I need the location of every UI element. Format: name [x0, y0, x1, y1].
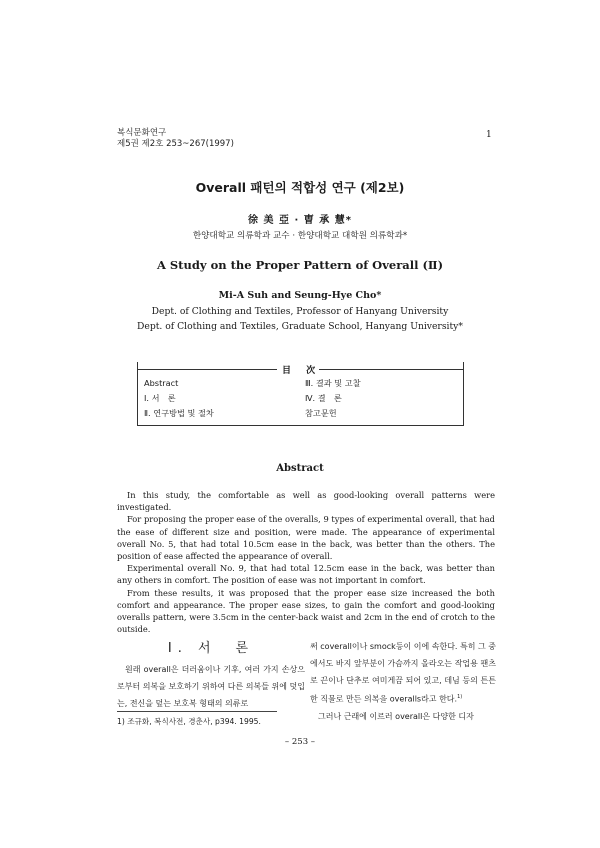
body-paragraph [310, 638, 496, 708]
authors-korean: 徐 美 亞 · 曺 承 慧* [248, 215, 352, 226]
affiliation-english-1: Dept. of Clothing and Textiles, Professor of Hanyang University [151, 306, 449, 317]
body-text: 써 coverall이나 smock등이 이에 속한다. 특히 그 중에서도 바지 앞부분이 가슴까지 올라오는 작업용 팬츠로 끈이나 단추로 여미게끔 되어 있고, 데님 등의 튼튼한 직물로 만든 의복을 overalls라고 한다. [310, 642, 497, 704]
page-number-top: 1 [486, 130, 492, 140]
abstract-paragraph: In this study, the comfortable as well as good-looking overall patterns were investigated. [117, 490, 495, 513]
page-number-bottom: – 253 – [284, 737, 316, 747]
toc-item: Ⅰ. 서 론 [144, 393, 176, 403]
abstract-body [117, 489, 495, 635]
table-of-contents [137, 362, 464, 426]
body-left-column [117, 661, 305, 712]
abstract-paragraph: Experimental overall No. 9, that had total 12.5cm ease in the back, was better than any others in comfort. The position of ease was not important in comfort. [117, 563, 495, 586]
toc-item: Ⅳ. 결 론 [305, 393, 342, 403]
footnote-reference: 1) [457, 694, 463, 700]
toc-left-column [144, 376, 214, 421]
title-english: A Study on the Proper Pattern of Overall (Ⅱ) [156, 258, 444, 272]
title-korean: Overall 패턴의 적합성 연구 (제2보) [195, 180, 405, 195]
toc-title: 目 次 [282, 366, 322, 376]
abstract-heading: Abstract [276, 463, 324, 474]
body-paragraph: 원래 overall은 더러움이나 기후, 여러 가지 손상으로부터 의복을 보호하기 위하여 다른 의복들 위에 덧입는, 전신을 덮는 보호복 형태의 의류로 [117, 665, 305, 708]
body-right-column [310, 638, 496, 725]
affiliation-korean: 한양대학교 의류학과 교수 · 한양대학교 대학원 의류학과* [192, 231, 408, 241]
toc-item: 참고문헌 [305, 408, 337, 418]
journal-name: 복식문화연구 [117, 128, 167, 138]
affiliations-english [0, 304, 600, 334]
toc-item: Ⅱ. 연구방법 및 절차 [144, 408, 214, 418]
section-heading-introduction: Ⅰ. 서 론 [167, 641, 255, 656]
footnote: 1) 조규화, 복식사전, 경춘사, p394. 1995. [117, 717, 261, 726]
body-paragraph: 그러나 근래에 이르러 overall은 다양한 디자 [318, 711, 474, 721]
journal-volume: 제5권 제2호 253~267(1997) [117, 139, 234, 149]
journal-header [117, 128, 234, 150]
toc-right-column [305, 376, 361, 421]
toc-item: Abstract [144, 378, 179, 388]
footnote-rule [117, 711, 277, 712]
toc-item: Ⅲ. 결과 및 고찰 [305, 378, 361, 388]
abstract-paragraph: From these results, it was proposed that the proper ease size increased the both comfort and appearance. The proper ease sizes, to gain the comfort and good-looking overalls pattern, were 3.5cm in the center-back waist and 2cm in the end of crotch to the outside. [117, 587, 495, 635]
abstract-paragraph: For proposing the proper ease of the overalls, 9 types of experimental overall, that had the ease of different size and position, were made. The appearance of experimental overall No. 5, that had total 10.5cm ease in the back, was better than the others. The position of ease affected the appearance of overall. [117, 514, 495, 562]
authors-english: Mi-A Suh and Seung-Hye Cho* [218, 290, 382, 301]
affiliation-english-2: Dept. of Clothing and Textiles, Graduate School, Hanyang University* [137, 321, 463, 332]
